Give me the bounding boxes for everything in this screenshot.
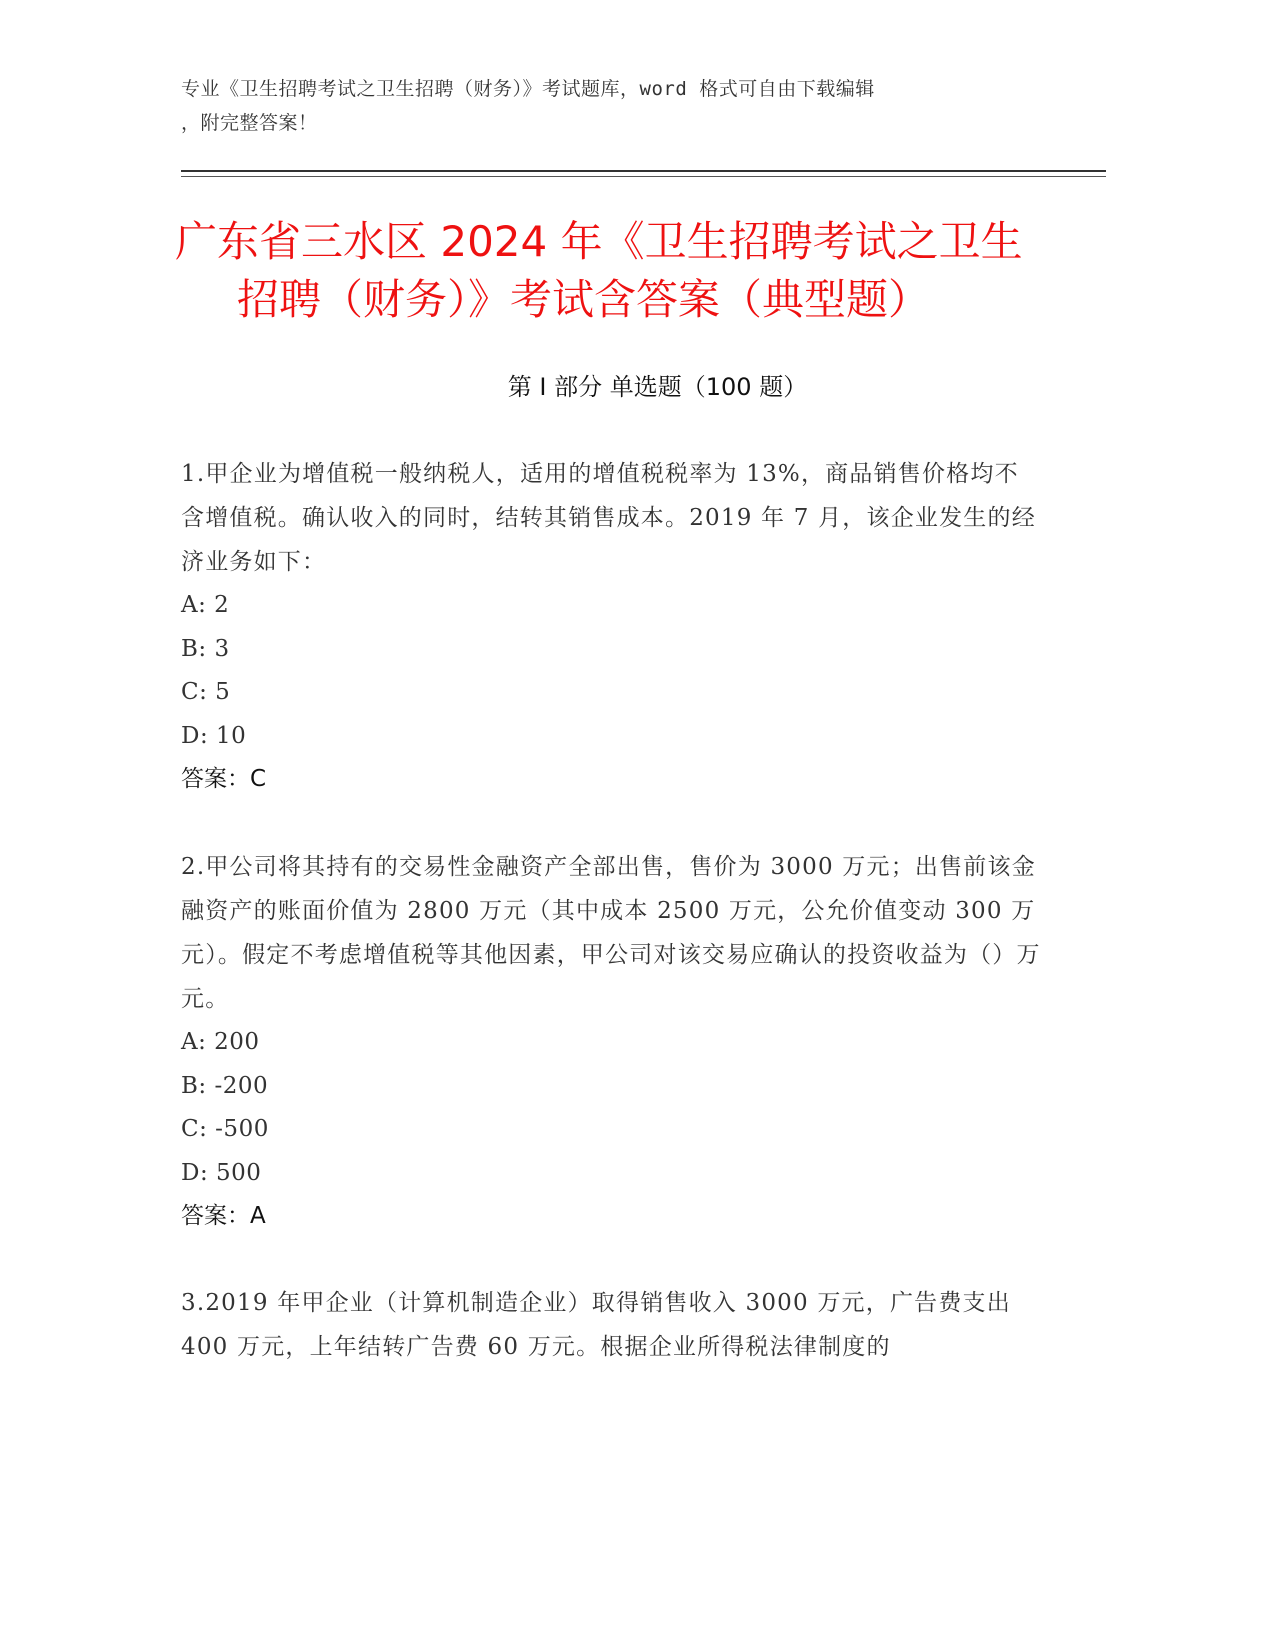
section-heading: 第 I 部分 单选题（100 题） xyxy=(507,373,808,401)
document-title-line2: 招聘（财务）》考试含答案（典型题） xyxy=(237,275,931,324)
header-note xyxy=(181,72,1061,140)
answer: 答案：C xyxy=(181,766,267,792)
header-note-line2: ，附完整答案！ xyxy=(181,112,318,134)
header-note-line1: 专业《卫生招聘考试之卫生招聘（财务）》考试题库，word 格式可自由下载编辑 xyxy=(181,78,875,100)
question-1 xyxy=(181,452,1041,802)
option-b: B: 3 xyxy=(181,635,230,662)
option-b: B: -200 xyxy=(181,1072,269,1099)
document-title-line1: 广东省三水区 2024 年《卫生招聘考试之卫生 xyxy=(175,217,1023,266)
question-stem: 1.甲企业为增值税一般纳税人，适用的增值税税率为 13%，商品销售价格均不含增值税。确认收入的同时，结转其销售成本。2019 年 7 月，该企业发生的经济业务如下： xyxy=(181,461,1036,575)
answer: 答案：A xyxy=(181,1203,266,1229)
option-c: C: -500 xyxy=(181,1116,269,1142)
document-title xyxy=(175,213,1095,329)
question-2 xyxy=(181,845,1041,1239)
question-stem: 2.甲公司将其持有的交易性金融资产全部出售，售价为 3000 万元；出售前该金融资产的账面价值为 2800 万元（其中成本 2500 万元，公允价值变动 300 万元）。假定不考虑增值税等其他因素，甲公司对该交易应确认的投资收益为（）万元。 xyxy=(181,854,1041,1012)
option-a: A: 2 xyxy=(181,592,230,618)
question-stem: 3.2019 年甲企业（计算机制造企业）取得销售收入 3000 万元，广告费支出 400 万元，上年结转广告费 60 万元。根据企业所得税法律制度的 xyxy=(181,1290,1011,1360)
option-d: D: 10 xyxy=(181,722,247,749)
option-c: C: 5 xyxy=(181,679,231,705)
header-divider-thick xyxy=(181,170,1106,172)
option-d: D: 500 xyxy=(181,1159,262,1186)
question-3 xyxy=(181,1281,1041,1369)
option-a: A: 200 xyxy=(181,1029,260,1055)
header-divider-thin xyxy=(181,176,1106,177)
